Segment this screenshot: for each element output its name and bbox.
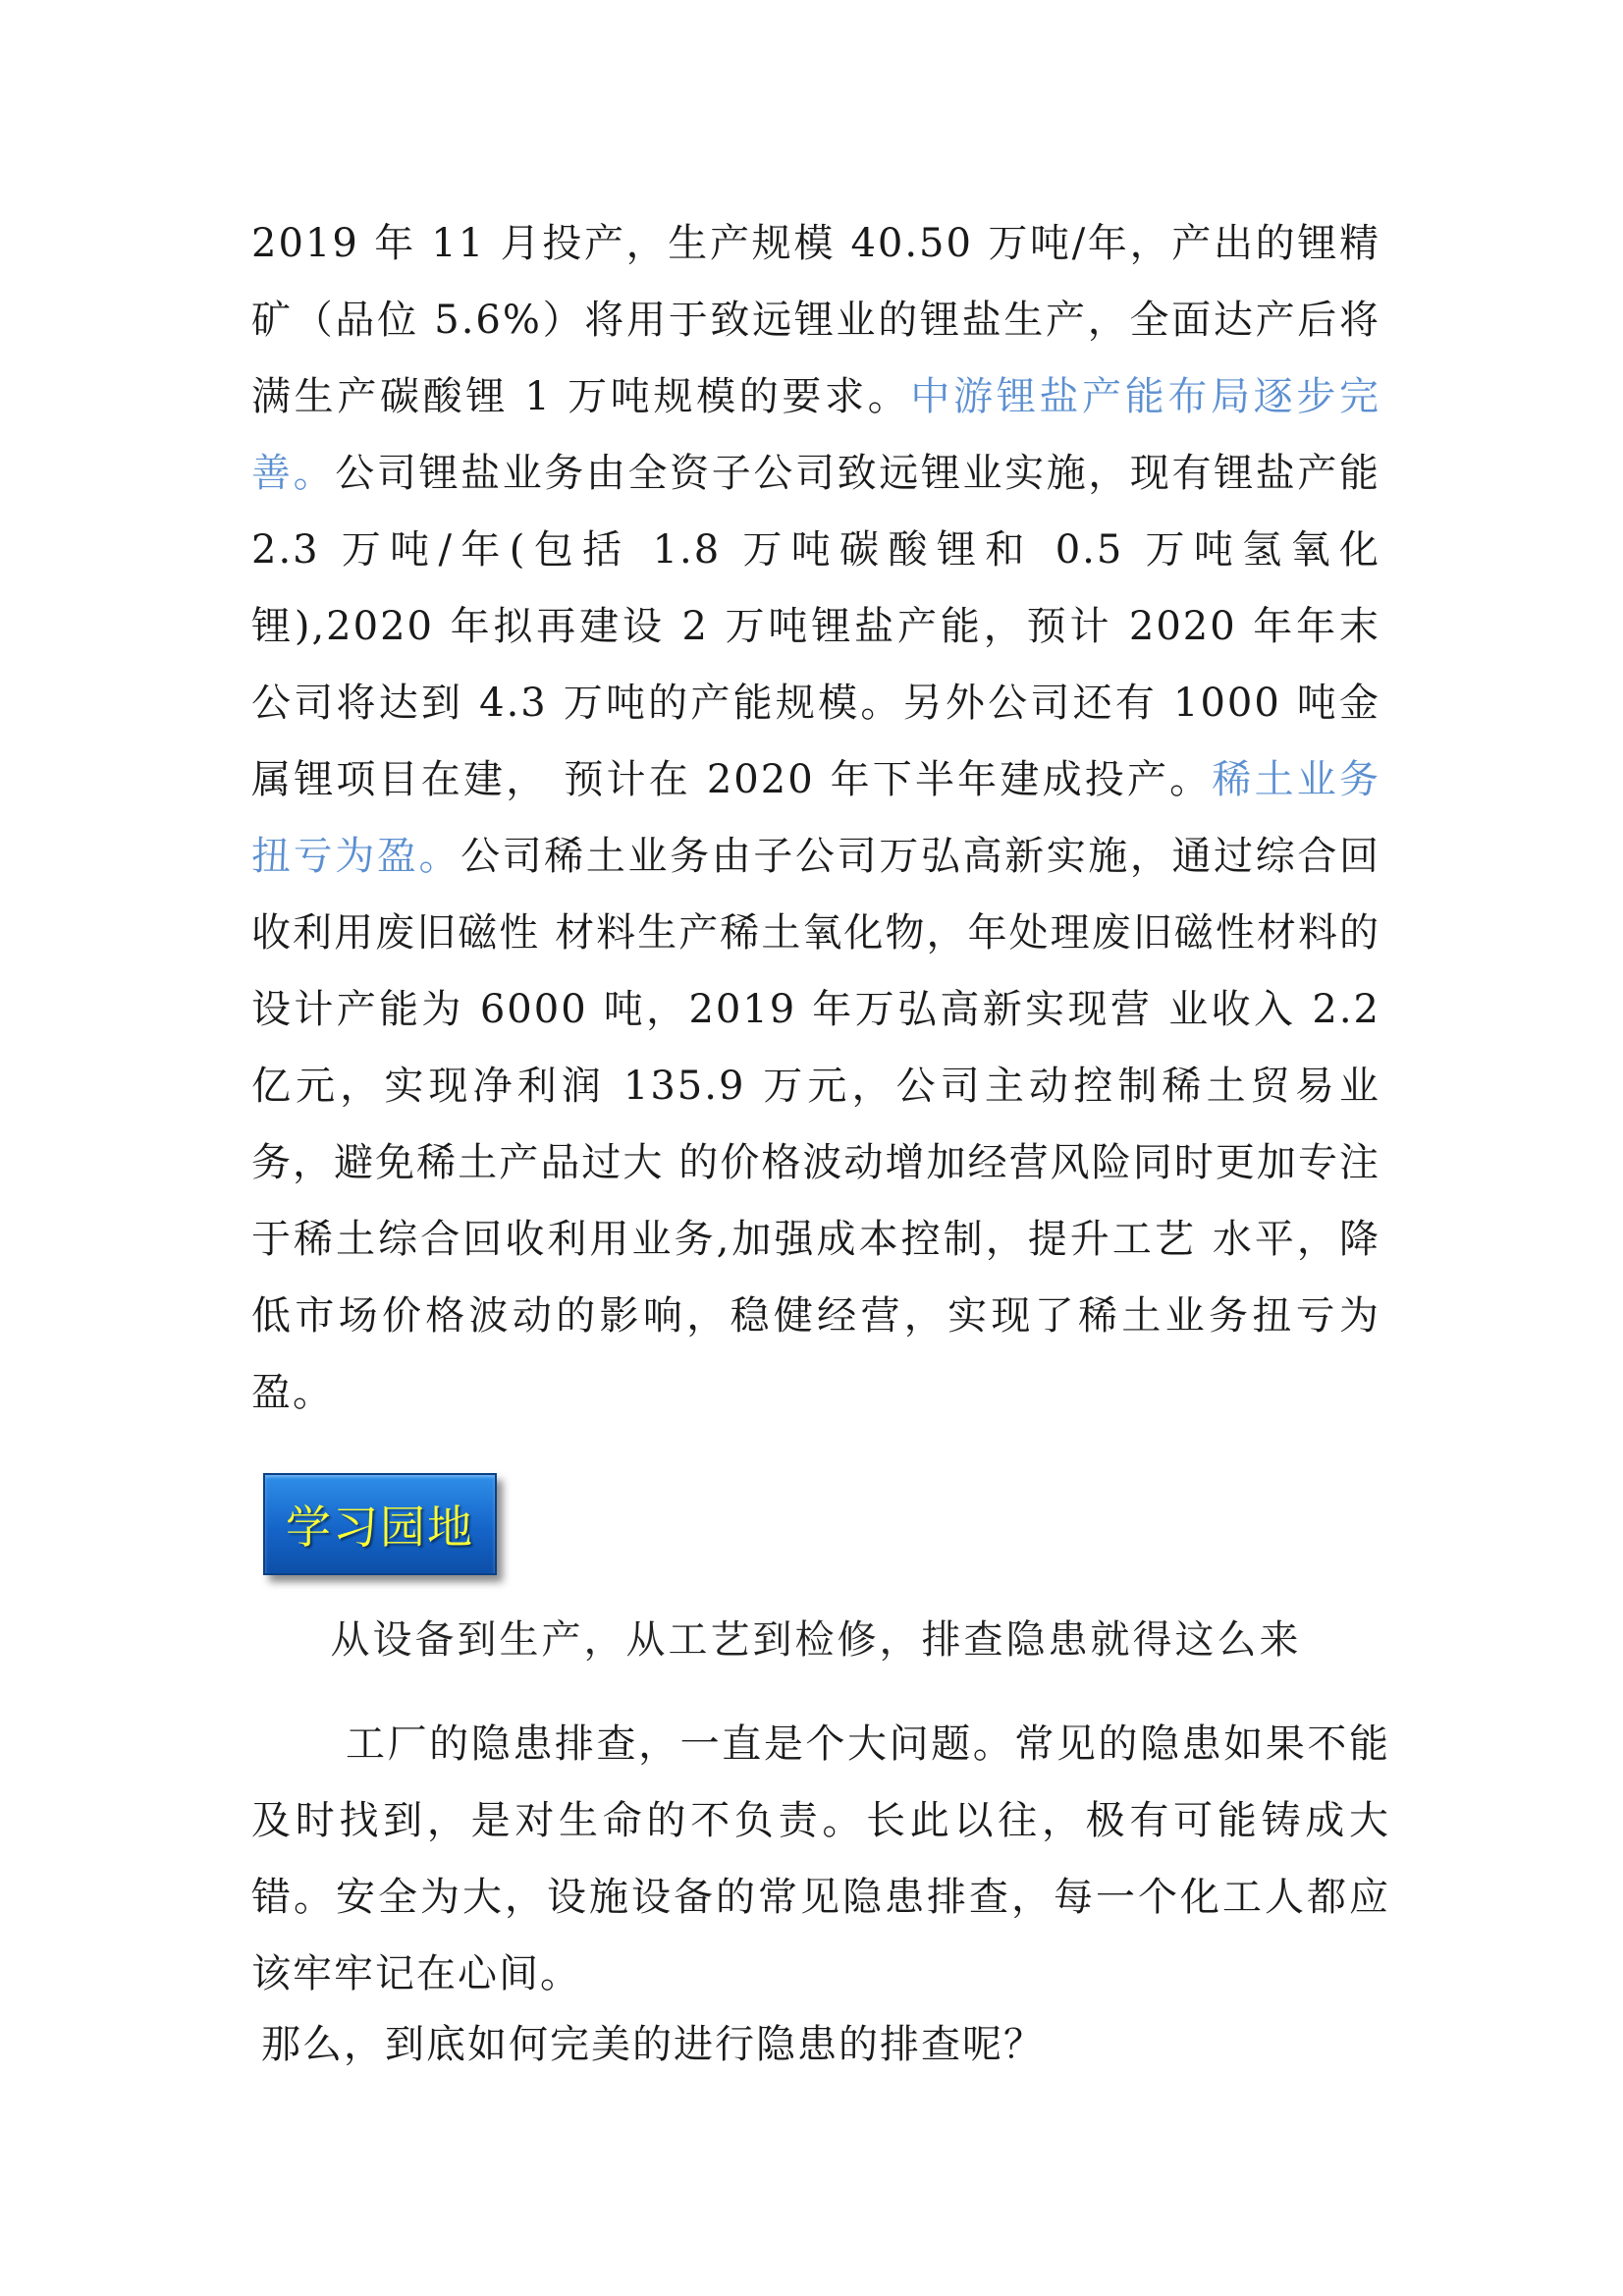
article-title: 从设备到生产，从工艺到检修，排查隐患就得这么来 [330,1617,1302,1663]
body-paragraph-lithium-rare-earth [251,205,1380,1431]
section-badge-label: 学习园地 [286,1501,474,1554]
intro-paragraph: 工厂的隐患排查，一直是个大问题。常见的隐患如果不能及时找到，是对生命的不负责。长此以往，极有可能铸成大错。安全为大，设施设备的常见隐患排查，每一个化工人都应该牢牢记在心间。 [251,1722,1390,1996]
question-line: 那么，到底如何完美的进行隐患的排查呢？ [261,2022,1045,2067]
paragraph-text-segment: 2019 年 11 月投产，生产规模 40.50 万吨/年，产出的锂精矿（品位 5.6%）将用于致远锂业的锂盐生产，全面达产后将满生产碳酸锂 1 万吨规模的要求。 [251,221,1380,419]
section-badge-study-corner [263,1473,497,1575]
highlighted-subheading: 稀土业务扭亏为盈。 [251,757,1380,879]
paragraph-text-segment: 公司锂盐业务由全资子公司致远锂业实施，现有锂盐产能 2.3 万吨/年(包括 1.8 万吨碳酸锂和 0.5 万吨氢氧化锂),2020 年拟再建设 2 万吨锂盐产能，预计 2020 年年末公司将达到 4.3 万吨的产能规模。另外公司还有 1000 吨金属锂项目在建， 预计在 2020 年下半年建成投产。 [251,451,1381,802]
paragraph-text-segment: 公司稀土业务由子公司万弘高新实施，通过综合回收利用废旧磁性 材料生产稀土氧化物，年处理废旧磁性材料的设计产能为 6000 吨，2019 年万弘高新实现营 业收入 2.2 亿元，实现净利润 135.9 万元，公司主动控制稀土贸易业务，避免稀土产品过大 的价格波动增加经营风险同时更加专注于稀土综合回收利用业务,加强成本控制，提升工艺 水平，降低市场价格波动的影响，稳健经营，实现了稀土业务扭亏为盈。 [251,834,1381,1415]
highlighted-subheading: 中游锂盐产能布局逐步完善。 [251,374,1381,496]
